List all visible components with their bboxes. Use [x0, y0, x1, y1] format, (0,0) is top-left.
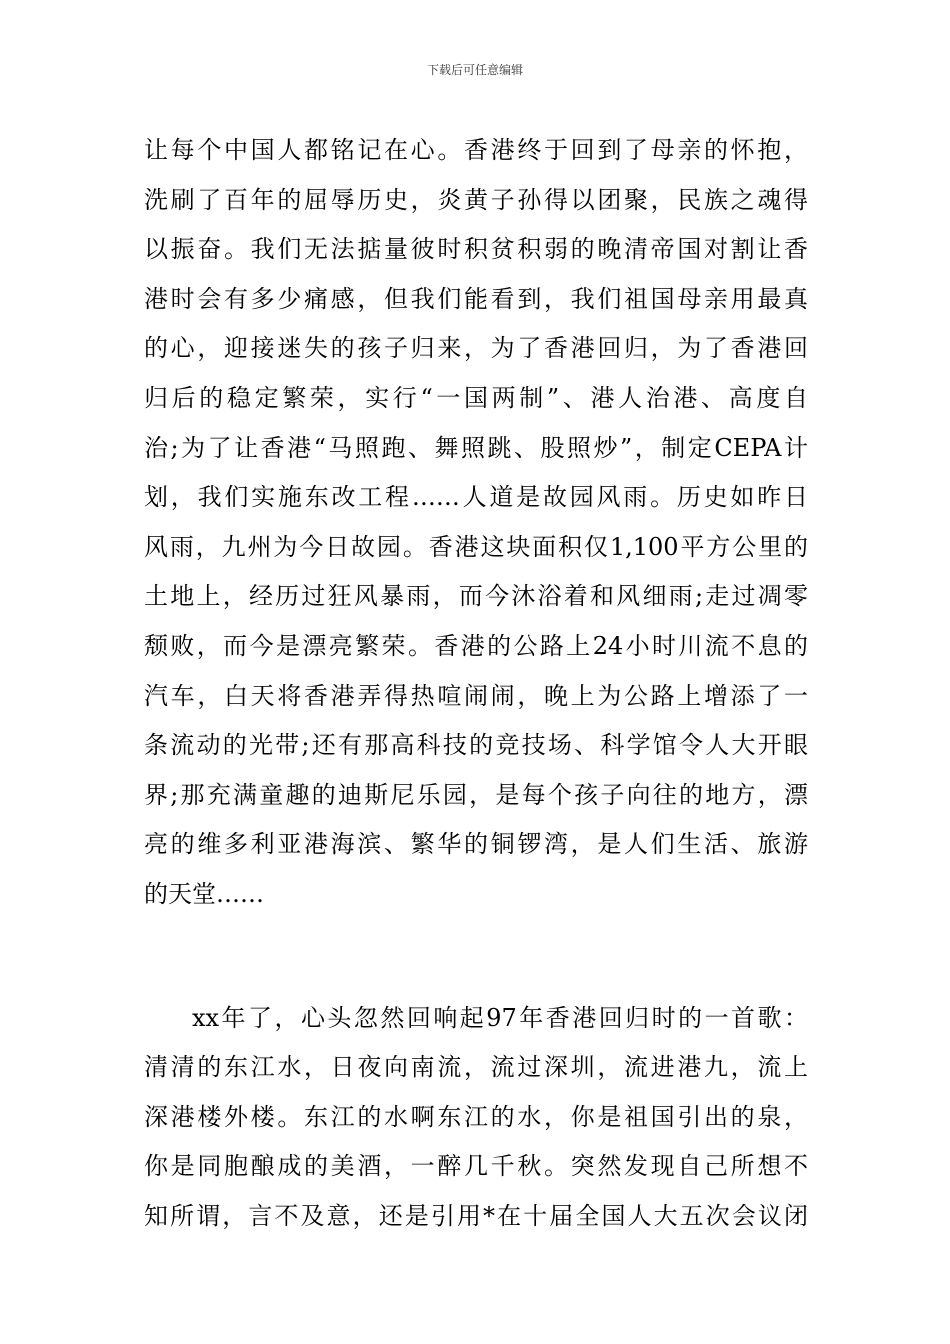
text-line: 以振奋。我们无法掂量彼时积贫积弱的晚清帝国对割让香: [144, 235, 808, 264]
text-line: 汽车，白天将香港弄得热喧闹闹，晚上为公路上增添了一: [144, 681, 808, 710]
text-line: 你是同胞酿成的美酒，一醉几千秋。突然发现自己所想不: [144, 1152, 808, 1181]
text-line: 洗刷了百年的屈辱历史，炎黄子孙得以团聚，民族之魂得: [144, 185, 808, 214]
text-line: 土地上，经历过狂风暴雨，而今沐浴着和风细雨;走过凋零: [144, 582, 808, 611]
text-line: 亮的维多利亚港海滨、繁华的铜锣湾，是人们生活、旅游: [144, 830, 808, 859]
text-line: 归后的稳定繁荣，实行“一国两制”、港人治港、高度自: [144, 383, 808, 412]
text-line: 的心，迎接迷失的孩子归来，为了香港回归，为了香港回: [144, 334, 808, 363]
text-line: 条流动的光带;还有那高科技的竞技场、科学馆令人大开眼: [144, 731, 808, 760]
paragraph-1: [144, 126, 808, 920]
text-line: 清清的东江水，日夜向南流，流过深圳，流进港九，流上: [144, 1053, 808, 1082]
text-line: 颓败，而今是漂亮繁荣。香港的公路上24小时川流不息的: [144, 631, 808, 660]
text-line: 划，我们实施东改工程……人道是故园风雨。历史如昨日: [144, 483, 808, 512]
document-body: [144, 126, 808, 1241]
text-line: 风雨，九州为今日故园。香港这块面积仅1,100平方公里的: [144, 532, 808, 561]
text-line: 让每个中国人都铭记在心。香港终于回到了母亲的怀抱，: [144, 136, 808, 164]
text-line: 治;为了让香港“马照跑、舞照跳、股照炒”，制定CEPA计: [144, 433, 808, 462]
page-header: 下载后可任意编辑: [426, 63, 523, 77]
text-line: 知所谓，言不及意，还是引用*在十届全国人大五次会议闭: [144, 1201, 808, 1230]
text-line: xx年了，心头忽然回响起97年香港回归时的一首歌：: [192, 1003, 808, 1032]
text-line: 港时会有多少痛感，但我们能看到，我们祖国母亲用最真: [144, 284, 808, 313]
text-line: 的天堂……: [144, 879, 264, 908]
paragraph-2: [144, 994, 808, 1242]
text-line: 深港楼外楼。东江的水啊东江的水，你是祖国引出的泉，: [144, 1102, 808, 1131]
text-line: 界;那充满童趣的迪斯尼乐园，是每个孩子向往的地方，漂: [144, 780, 808, 809]
paragraph-spacer: [144, 920, 808, 994]
